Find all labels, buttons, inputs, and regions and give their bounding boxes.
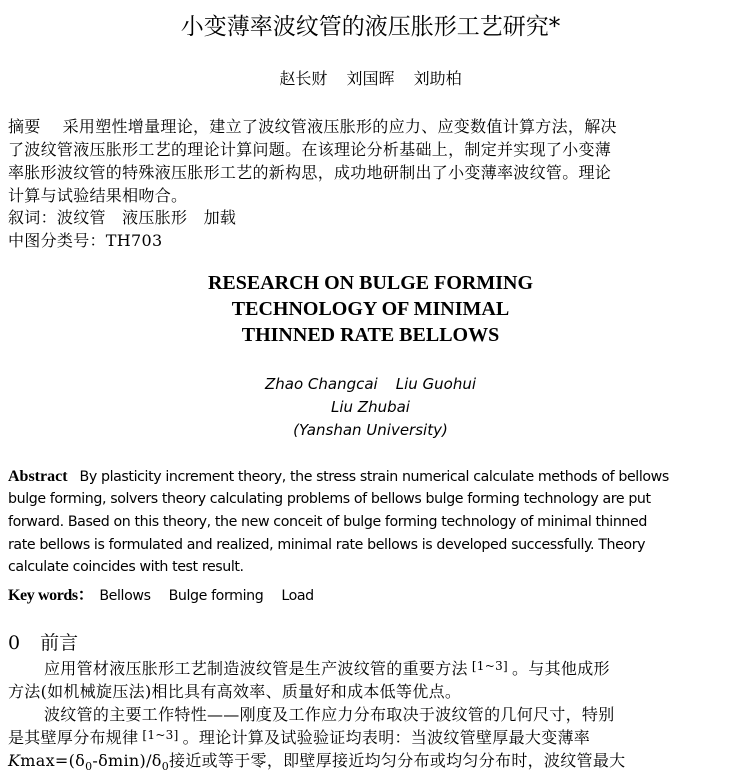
paper-title-en-line-3: THINNED RATE BELLOWS [241,324,500,346]
author-en-2: Liu Guohui [395,375,477,393]
author-cn-3: 刘助柏 [413,69,462,88]
section-heading [8,628,78,655]
author-cn-2: 刘国晖 [346,69,395,88]
keywords-en [8,582,332,605]
abstract-cn-line-3: 率胀形波纹管的特殊液压胀形工艺的新构思，成功地研制出了小变薄率波纹管。理论 [8,163,612,182]
abstract-cn-label: 摘要 [8,117,41,136]
affiliation-en: (Yanshan University) [293,421,448,439]
paper-title-cn: 小变薄率波纹管的液压胀形工艺研究* [180,14,561,40]
authors-en-line-1 [0,375,741,393]
abstract-en-line-5: calculate coincides with test result. [8,559,244,575]
paper-title-en-line-1: RESEARCH ON BULGE FORMING [207,272,534,294]
abstract-cn-line-4: 计算与试验结果相吻合。 [8,186,188,205]
citation-ref: [1~3] [471,659,508,673]
abstract-en-line-3: forward. Based on this theory, the new conceit of bulge forming technology of minimal thinned [8,514,647,530]
body-p1-line-2: 方法(如机械旋压法)相比具有高效率、质量好和成本低等优点。 [8,682,462,701]
author-en-3: Liu Zhubai [331,398,410,416]
body-p2-line-2: 是其壁厚分布规律 [1~3] 。理论计算及试验验证均表明：当波纹管壁厚最大变薄率 [8,728,591,747]
body-p1-line-1: 应用管材液压胀形工艺制造波纹管是生产波纹管的重要方法 [1~3] 。与其他成形 [44,659,610,678]
abstract-cn-line-2: 了波纹管液压胀形工艺的理论计算问题。在该理论分析基础上，制定并实现了小变薄 [8,140,612,159]
keyword-en-1: Bellows [99,588,151,604]
body-p2-line-3: $Kmax=(\delta_0-\delta\min)/\delta_0$接近或等于零，即壁厚接近均匀分布或均匀分布时，波纹管最大 [8,751,626,773]
abstract-en-line-1: Abstract By plasticity increment theory, the stress strain numerical calculate methods of bellows [8,468,669,485]
body-p2-line-1: 波纹管的主要工作特性——刚度及工作应力分布取决于波纹管的几何尺寸，特别 [44,705,615,724]
keywords-cn: 叙词：波纹管 液压胀形 加载 [8,208,237,227]
keywords-en-label: Key words： [8,587,94,604]
abstract-en-line-4: rate bellows is formulated and realized, minimal rate bellows is developed successfully. Theory [8,537,646,553]
paper-title-en-line-2: TECHNOLOGY OF MINIMAL [231,298,510,320]
keyword-en-2: Bulge forming [168,588,264,604]
citation-ref: [1~3] [142,728,179,742]
classification-number: 中图分类号：TH703 [8,231,163,250]
abstract-en-line-2: bulge forming, solvers theory calculating problems of bellows bulge forming technology are put [8,491,651,507]
author-cn-1: 赵长财 [279,69,328,88]
section-title: 前言 [40,632,79,654]
authors-cn [0,66,741,89]
section-number: 0 [8,632,21,654]
author-en-1: Zhao Changcai [264,375,378,393]
keyword-en-3: Load [281,588,314,604]
abstract-cn-line-1: 摘要 采用塑性增量理论，建立了波纹管液压胀形的应力、应变数值计算方法，解决 [8,117,617,136]
abstract-en-label: Abstract [8,468,68,485]
